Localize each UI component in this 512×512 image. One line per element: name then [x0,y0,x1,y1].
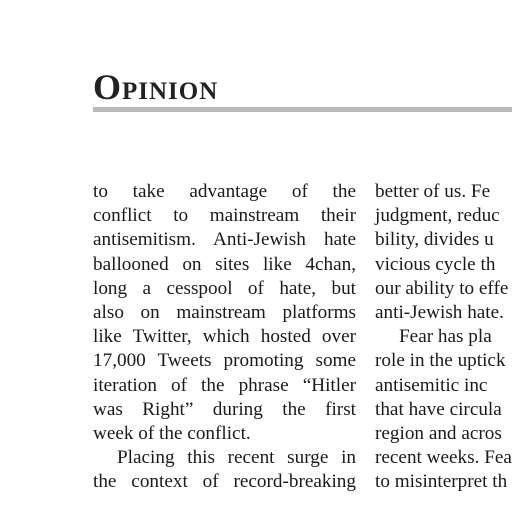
text-line: our ability to effe [375,277,509,299]
text-line: long a cesspool of hate, but [93,277,356,299]
text-line: to take advantage of the [93,181,356,202]
text-line: Placing this recent surge in [117,447,356,469]
article-right-column [375,180,512,494]
text-line: 17,000 Tweets promoting some [93,350,356,372]
text-line: bility, divides u [375,229,494,251]
text-line: week of the conflict. [93,422,251,444]
text-line: role in the uptick [375,350,506,372]
header-rule [93,107,512,112]
text-line: region and acros [375,422,502,444]
text-line: judgment, reduc [375,205,500,227]
section-title: Opinion [93,67,219,107]
text-line: vicious cycle th [375,253,496,275]
text-line: to misinterpret th [375,471,508,493]
text-line: the context of record-breaking [93,471,356,493]
article-left-column [93,180,356,494]
text-line: iteration of the phrase “Hitler [93,374,356,396]
text-line: like Twitter, which hosted over [93,326,356,348]
text-line: conflict to mainstream their [93,205,356,227]
text-line: Fear has pla [399,326,492,348]
text-line: ballooned on sites like 4chan, [93,253,356,275]
text-line: recent weeks. Fea [375,447,512,469]
text-line: antisemitic inc [375,374,488,396]
text-line: also on mainstream platforms [93,301,356,323]
text-line: anti-Jewish hate. [375,301,504,323]
text-line: was Right” during the first [93,398,356,420]
text-line: that have circula [375,398,502,420]
text-line: antisemitism. Anti-Jewish hate [93,229,356,251]
text-line: better of us. Fe [375,181,491,202]
